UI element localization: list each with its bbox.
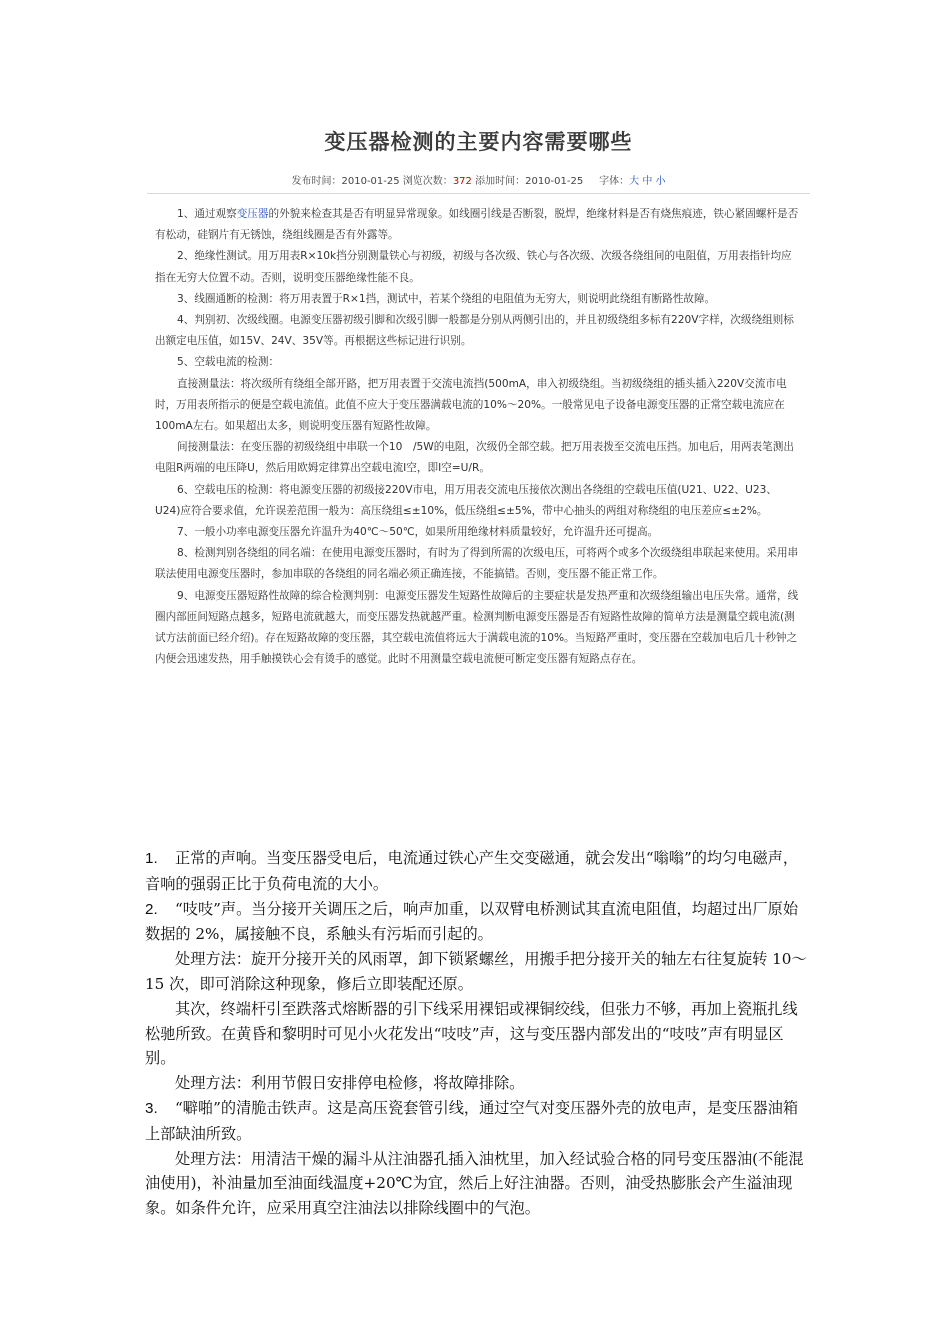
doc-paragraph: 2. “吱吱”声。当分接开关调压之后，响声加重，以双臂电桥测试其直流电阻值，均超过出厂原始数据的 2%，属接触不良，系触头有污垢而引起的。 xyxy=(145,899,799,944)
doc-paragraph: 处理方法：旋开分接开关的风雨罩，卸下锁紧螺丝，用搬手把分接开关的轴左右往复旋转 10～15 次，即可消除这种现象，修后立即装配还原。 xyxy=(145,950,807,993)
article-title: 变压器检测的主要内容需要哪些 xyxy=(324,129,633,154)
doc-paragraph: 处理方法：利用节假日安排停电检修，将故障排除。 xyxy=(175,1074,525,1093)
font-medium-link[interactable]: 中 xyxy=(642,176,653,187)
item-number: 2. xyxy=(145,900,158,918)
article-paragraph: 间接测量法：在变压器的初级绕组中串联一个10 /5W的电阻，次级仍全部空载。把万用表拨至交流电压挡。加电后，用两表笔测出电阻R两端的电压降U，然后用欧姆定律算出空载电流I空，即I空=U/R。 xyxy=(155,441,794,475)
article-paragraph: 1、通过观察变压器的外貌来检查其是否有明显异常现象。如线圈引线是否断裂，脱焊，绝缘材料是否有烧焦痕迹，铁心紧固螺杆是否有松动，硅钢片有无锈蚀，绕组线圈是否有外露等。 xyxy=(155,208,799,242)
item-number: 3. xyxy=(145,1099,158,1117)
article-meta xyxy=(147,172,810,187)
keyword-link[interactable]: 变压器 xyxy=(236,208,269,220)
divider xyxy=(147,193,810,194)
font-label: 字体： xyxy=(599,176,630,187)
publish-label: 发布时间： xyxy=(291,176,342,187)
embedded-article-screenshot xyxy=(147,118,810,738)
doc-paragraph: 1. 正常的声响。当变压器受电后，电流通过铁心产生交变磁通，就会发出“嗡嗡”的均匀电磁声，音响的强弱正比于负荷电流的大小。 xyxy=(145,849,799,893)
views-count: 372 xyxy=(452,176,472,187)
added-label: 添加时间： xyxy=(475,176,526,187)
article-paragraph: 3、线圈通断的检测：将万用表置于R×1挡，测试中，若某个绕组的电阻值为无穷大，则说明此绕组有断路性故障。 xyxy=(177,292,716,305)
article-paragraph: 8、检测判别各绕组的同名端：在使用电源变压器时，有时为了得到所需的次级电压，可将两个或多个次级绕组串联起来使用。采用串联法使用电源变压器时，参加串联的各绕组的同名端必须正确连接，不能搞错。否则，变压器不能正常工作。 xyxy=(155,547,799,581)
publish-time: 2010-01-25 xyxy=(341,176,400,187)
doc-paragraph: 处理方法：用清洁干燥的漏斗从注油器孔插入油枕里，加入经试验合格的同号变压器油(不能混油使用)，补油量加至油面线温度+20℃为宜，然后上好注油器。否则，油受热膨胀会产生溢油现象。如条件允许，应采用真空注油法以排除线圈中的气泡。 xyxy=(145,1149,804,1218)
article-paragraph: 5、空载电流的检测： xyxy=(177,356,280,369)
added-time: 2010-01-25 xyxy=(525,176,584,187)
views-label: 浏览次数： xyxy=(402,176,453,187)
article-paragraph: 4、判别初、次级线圈。电源变压器初级引脚和次级引脚一般都是分别从两侧引出的，并且初级绕组多标有220V字样，次级绕组则标出额定电压值，如15V、24V、35V等。再根据这些标记进行识别。 xyxy=(155,314,794,348)
doc-paragraph: 其次，终端杆引至跌落式熔断器的引下线采用裸铝或裸铜绞线，但张力不够，再加上瓷瓶扎线松驰所致。在黄昏和黎明时可见小火花发出“吱吱”声，这与变压器内部发出的“吱吱”声有明显区别。 xyxy=(145,999,798,1068)
article-paragraph: 直接测量法：将次级所有绕组全部开路，把万用表置于交流电流挡(500mA，串入初级绕组。当初级绕组的插头插入220V交流市电时，万用表所指示的便是空载电流值。此值不应大于变压器满载电流的10%～20%。一般常见电子设备电源变压器的正常空载电流应在100mA左右。如果超出太多，则说明变压器有短路性故障。 xyxy=(155,377,787,433)
font-large-link[interactable]: 大 xyxy=(629,176,640,187)
article-paragraph: 6、空载电压的检测：将电源变压器的初级接220V市电，用万用表交流电压接依次测出各绕组的空载电压值(U21、U22、U23、U24)应符合要求值，允许误差范围一般为：高压绕组≤±10%，低压绕组≤±5%，带中心抽头的两组对称绕组的电压差应≤±2%。 xyxy=(155,483,777,517)
font-small-link[interactable]: 小 xyxy=(655,176,666,187)
article-paragraph: 2、绝缘性测试。用万用表R×10k挡分别测量铁心与初级，初级与各次级、铁心与各次级、次级各绕组间的电阻值，万用表指针均应指在无穷大位置不动。否则，说明变压器绝缘性能不良。 xyxy=(155,250,792,284)
doc-paragraph: 3. “噼啪”的清脆击铁声。这是高压瓷套管引线，通过空气对变压器外壳的放电声，是变压器油箱上部缺油所致。 xyxy=(145,1098,799,1143)
article-paragraph: 9、电源变压器短路性故障的综合检测判别：电源变压器发生短路性故障后的主要症状是发热严重和次级绕组输出电压失常。通常，线圈内部匝间短路点越多，短路电流就越大，而变压器发热就越严重。检测判断电源变压器是否有短路性故障的简单方法是测量空载电流(测试方法前面已经介绍)。存在短路故障的变压器，其空载电流值将远大于满载电流的10%。当短路严重时，变压器在空载加电后几十秒钟之内便会迅速发热，用手触摸铁心会有烫手的感觉。此时不用测量空载电流便可断定变压器有短路点存在。 xyxy=(155,589,799,666)
item-number: 1. xyxy=(145,850,158,867)
article-body xyxy=(147,204,810,670)
article-paragraph: 7、一般小功率电源变压器允许温升为40℃～50℃，如果所用绝缘材料质量较好，允许温升还可提高。 xyxy=(177,526,659,539)
document-body xyxy=(145,846,810,1221)
